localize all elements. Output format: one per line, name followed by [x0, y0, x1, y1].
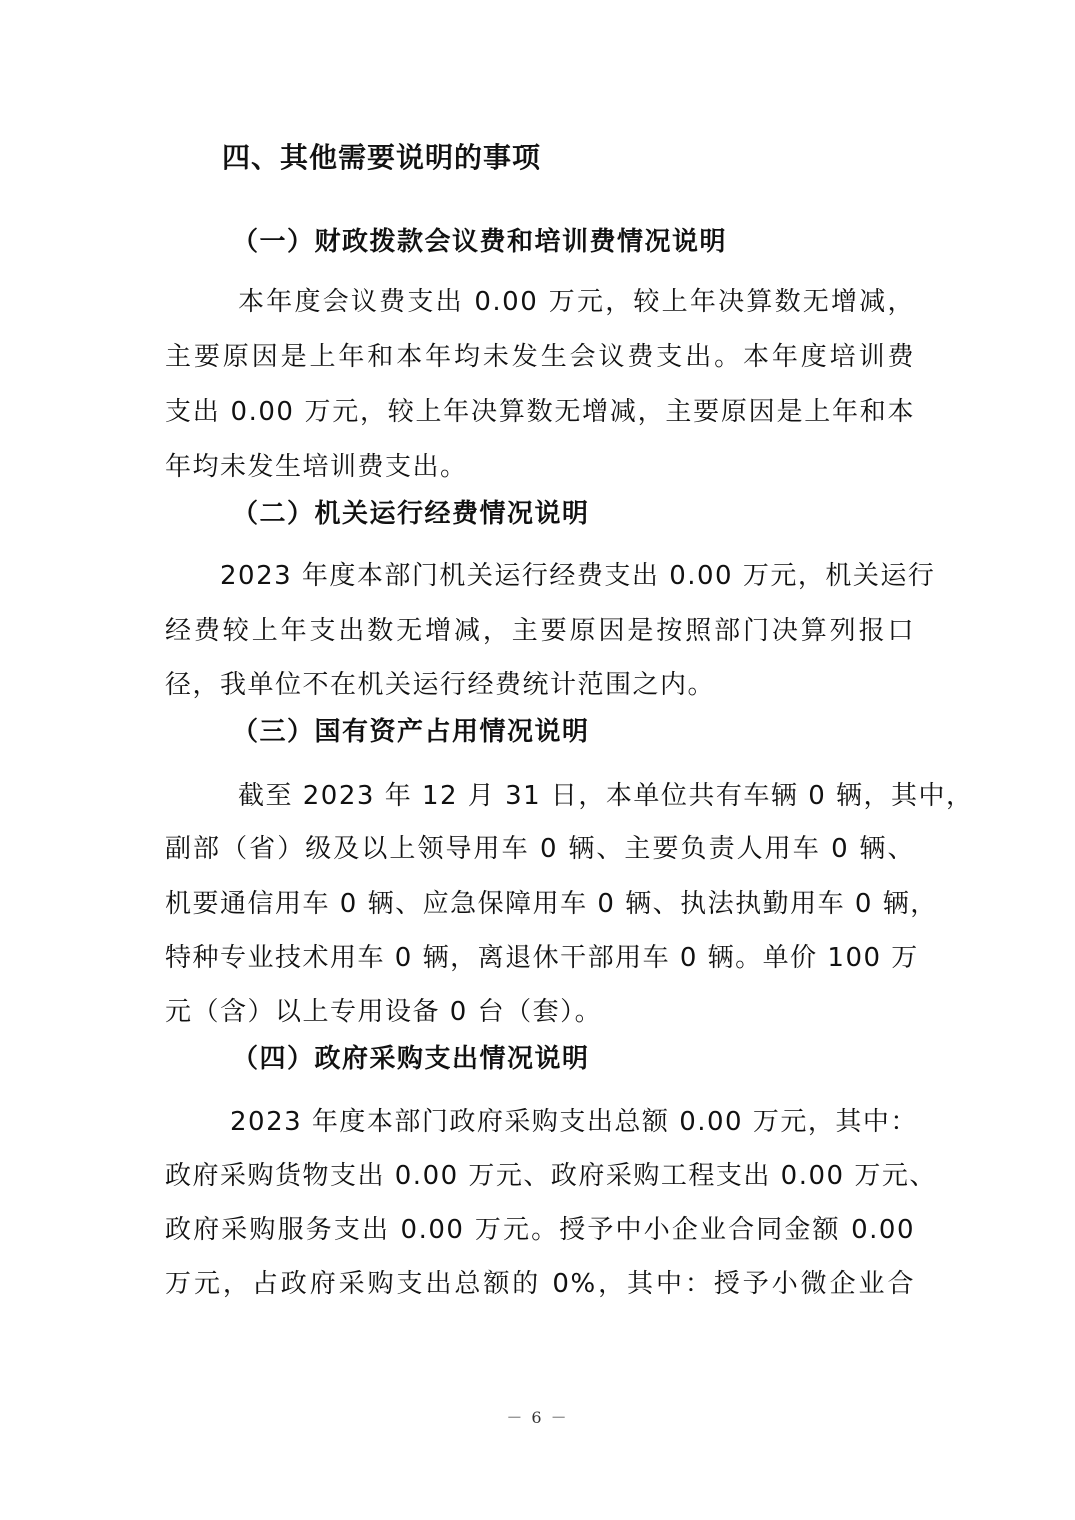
section-title: 四、其他需要说明的事项: [222, 141, 542, 174]
paragraph-line: 主要原因是上年和本年均未发生会议费支出。本年度培训费: [165, 342, 915, 372]
paragraph-line: 径，我单位不在机关运行经费统计范围之内。: [165, 670, 716, 700]
paragraph-line: 万元，占政府采购支出总额的 0%，其中：授予小微企业合: [165, 1269, 915, 1299]
paragraph-line: 特种专业技术用车 0 辆，离退休干部用车 0 辆。单价 100 万: [165, 943, 919, 973]
paragraph-line: 政府采购货物支出 0.00 万元、政府采购工程支出 0.00 万元、: [165, 1161, 937, 1191]
paragraph-line: 年均未发生培训费支出。: [165, 452, 468, 482]
subsection-heading-operating-funds: （二）机关运行经费情况说明: [232, 499, 590, 529]
subsection-heading-meeting-training: （一）财政拨款会议费和培训费情况说明: [232, 227, 728, 257]
subsection-heading-procurement: （四）政府采购支出情况说明: [232, 1044, 590, 1074]
paragraph-line: 支出 0.00 万元，较上年决算数无增减，主要原因是上年和本: [165, 397, 915, 427]
subsection-heading-state-assets: （三）国有资产占用情况说明: [232, 717, 590, 747]
paragraph-line: 本年度会议费支出 0.00 万元，较上年决算数无增减，: [238, 287, 915, 317]
paragraph-line: 机要通信用车 0 辆、应急保障用车 0 辆、执法执勤用车 0 辆，: [165, 889, 938, 919]
paragraph-line: 政府采购服务支出 0.00 万元。授予中小企业合同金额 0.00: [165, 1215, 915, 1245]
paragraph-line: 副部（省）级及以上领导用车 0 辆、主要负责人用车 0 辆、: [165, 834, 915, 864]
paragraph-line: 元（含）以上专用设备 0 台（套）。: [165, 997, 603, 1027]
paragraph-line: 2023 年度本部门政府采购支出总额 0.00 万元，其中：: [230, 1107, 918, 1137]
paragraph-line: 截至 2023 年 12 月 31 日，本单位共有车辆 0 辆，其中，: [238, 781, 974, 811]
paragraph-line: 经费较上年支出数无增减，主要原因是按照部门决算列报口: [165, 616, 915, 646]
paragraph-line: 2023 年度本部门机关运行经费支出 0.00 万元，机关运行: [220, 561, 936, 591]
page-number: － 6 －: [506, 1408, 569, 1427]
